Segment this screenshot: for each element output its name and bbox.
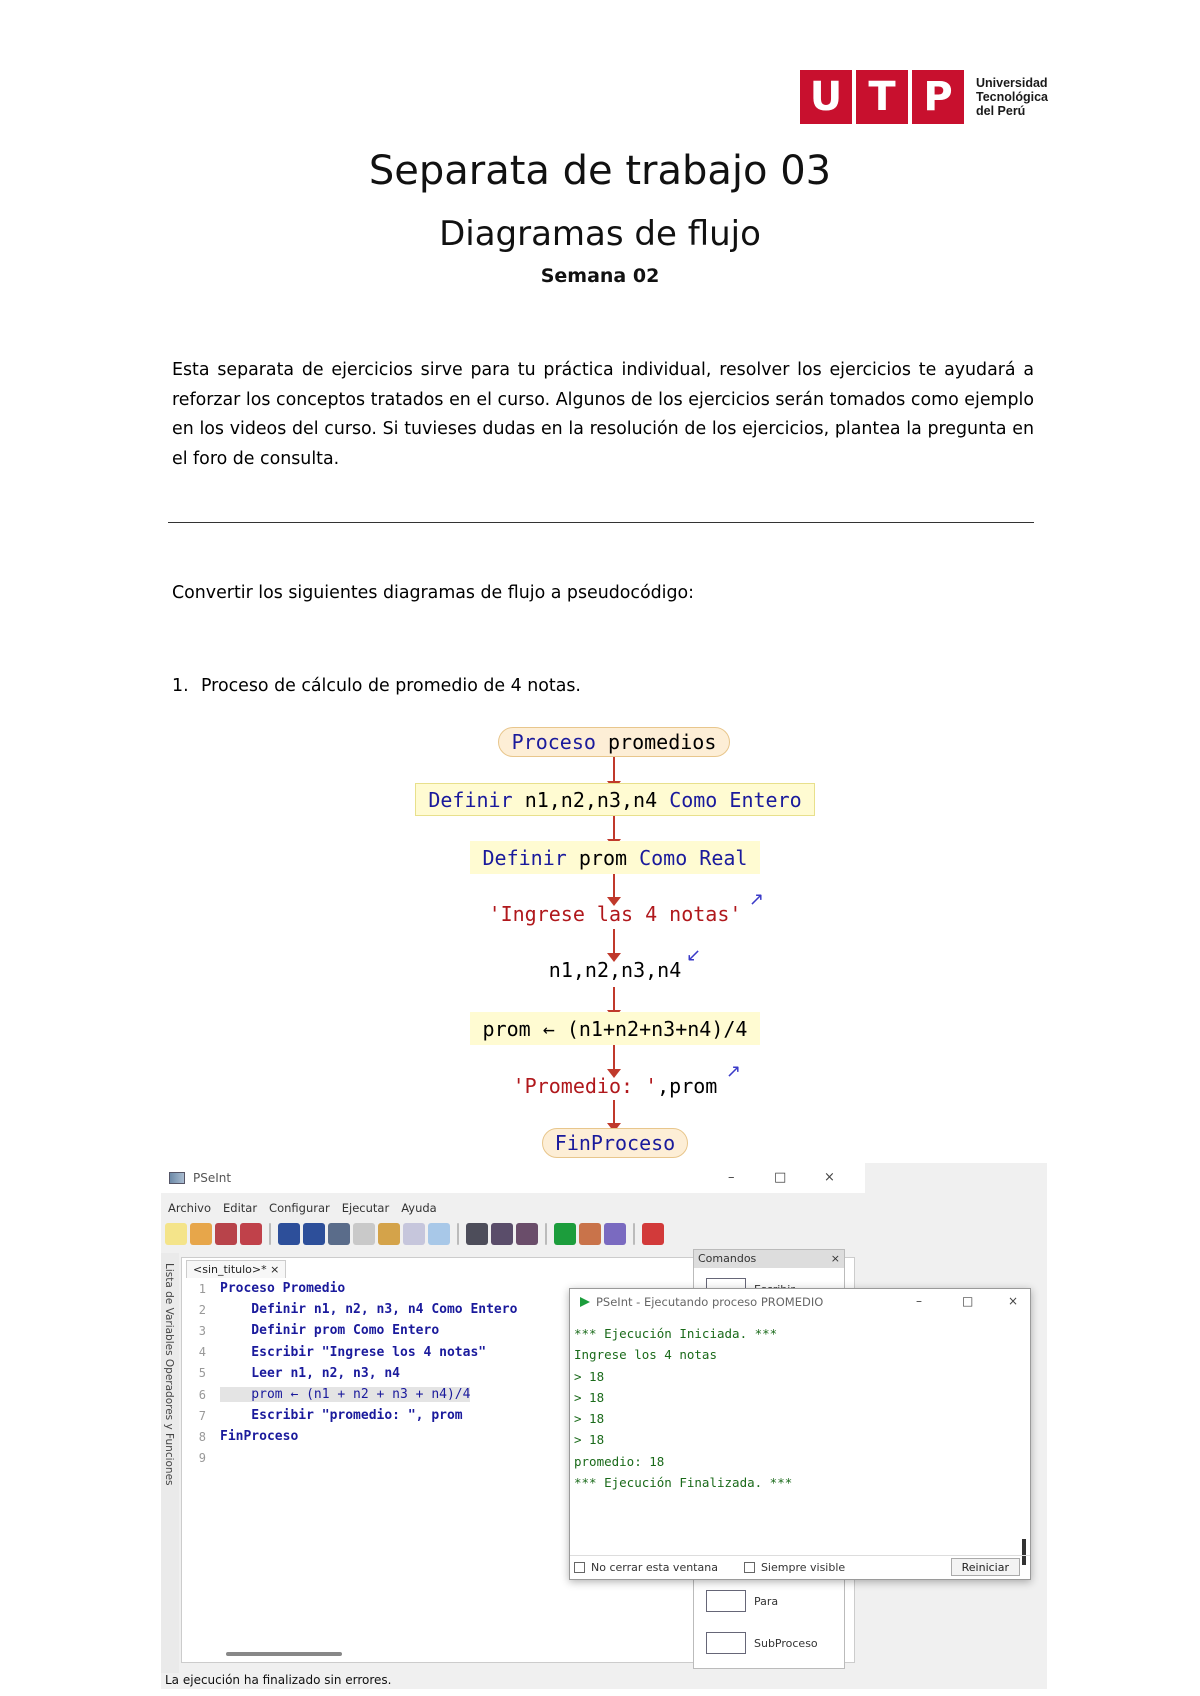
flow-write-result (496, 1071, 734, 1101)
output-line: > 18 (574, 1411, 605, 1427)
pseint-screenshot (161, 1163, 1047, 1689)
toolbar-separator (633, 1223, 635, 1245)
flow-connector (613, 874, 615, 898)
status-bar: La ejecución ha finalizado sin errores. (165, 1673, 392, 1687)
type-keyword: Real (699, 845, 748, 870)
run-window (569, 1288, 1031, 1580)
write-string: 'Promedio: ' (512, 1074, 658, 1098)
commands-panel-header (694, 1250, 844, 1268)
toolbar (165, 1221, 664, 1247)
line-text: Definir prom Como Entero (220, 1323, 440, 1339)
cut-icon[interactable] (328, 1223, 350, 1245)
output-line: > 18 (574, 1368, 605, 1384)
horizontal-scrollbar[interactable] (226, 1652, 342, 1656)
flow-connector (613, 1100, 615, 1125)
commands-panel-title: Comandos (698, 1252, 757, 1265)
run-window-title: PSeInt - Ejecutando proceso PROMEDIO (596, 1295, 824, 1309)
no-close-label: No cerrar esta ventana (591, 1561, 718, 1574)
logo-line-3: del Perú (976, 104, 1026, 118)
exercise-text: Proceso de cálculo de promedio de 4 notas. (201, 676, 581, 696)
toolbar-separator (457, 1223, 459, 1245)
find-icon[interactable] (466, 1223, 488, 1245)
save-icon[interactable] (215, 1223, 237, 1245)
logo-line-2: Tecnológica (976, 90, 1049, 104)
paste-icon[interactable] (378, 1223, 400, 1245)
side-labels[interactable]: Lista de Variables Operadores y Funciones (163, 1263, 175, 1486)
redo-icon[interactable] (303, 1223, 325, 1245)
output-arrow-icon: ↗ (749, 889, 765, 910)
command-para[interactable] (694, 1590, 846, 1612)
como-keyword: Como (669, 787, 718, 812)
flow-connector (613, 929, 615, 954)
define-keyword: Definir (428, 787, 513, 812)
menu-ayuda[interactable]: Ayuda (401, 1201, 437, 1215)
assign-expression: prom ← (n1+n2+n3+n4)/4 (482, 1016, 748, 1041)
page-subtitle: Diagramas de flujo (439, 214, 761, 254)
run-output (574, 1323, 792, 1493)
undo-icon[interactable] (278, 1223, 300, 1245)
logo-letter-t: T (856, 70, 908, 124)
line-text: Escribir "Ingrese los 4 notas" (220, 1344, 487, 1360)
line-text: FinProceso (220, 1429, 299, 1445)
line-text: Definir n1, n2, n3, n4 Como Entero (220, 1302, 518, 1318)
logo-text (976, 76, 1048, 118)
close-button[interactable]: × (824, 1170, 835, 1185)
subproceso-icon (706, 1632, 746, 1654)
line-text: Proceso Promedio (220, 1281, 346, 1297)
output-line: *** Ejecución Finalizada. *** (574, 1475, 793, 1491)
menu-bar (161, 1201, 437, 1217)
utp-logo (800, 70, 1048, 124)
save-as-icon[interactable] (240, 1223, 262, 1245)
line-number: 7 (198, 1408, 206, 1423)
type-keyword: Entero (729, 787, 802, 812)
flow-end (542, 1128, 688, 1158)
tab-label: <sin_titulo>* (193, 1263, 267, 1276)
window-title: PSeInt (193, 1171, 232, 1185)
copy-icon[interactable] (353, 1223, 375, 1245)
command-label: SubProceso (754, 1636, 818, 1650)
output-line: *** Ejecución Iniciada. *** (574, 1326, 778, 1341)
menu-editar[interactable]: Editar (223, 1201, 258, 1215)
read-vars: n1,n2,n3,n4 (548, 958, 682, 982)
minimize-button[interactable]: – (728, 1170, 735, 1185)
line-text: Leer n1, n2, n3, n4 (220, 1365, 401, 1381)
flow-connector (613, 987, 615, 1011)
para-icon (706, 1590, 746, 1612)
define-keyword: Definir (482, 845, 567, 870)
divider (168, 522, 1034, 523)
no-close-checkbox[interactable] (574, 1562, 585, 1573)
write-var: ,prom (657, 1074, 718, 1098)
indent-icon[interactable] (428, 1223, 450, 1245)
flow-write-prompt (472, 899, 758, 929)
command-subproceso[interactable] (694, 1632, 846, 1654)
input-arrow-icon: ↙ (686, 945, 702, 966)
logo-line-1: Universidad (976, 76, 1048, 90)
line-number: 6 (198, 1387, 206, 1402)
line-text: Escribir "promedio: ", prom (220, 1408, 463, 1424)
line-number: 8 (198, 1429, 206, 1444)
maximize-button[interactable]: □ (774, 1170, 787, 1185)
run-play-icon (580, 1297, 590, 1307)
output-line: Ingrese los 4 notas (574, 1347, 717, 1363)
line-number: 5 (198, 1366, 206, 1381)
run-maximize-button[interactable]: □ (962, 1294, 974, 1308)
flow-start-keyword: Proceso (511, 730, 596, 754)
help-icon[interactable] (642, 1223, 664, 1245)
logo-letter-u: U (800, 70, 852, 124)
intro-paragraph: Esta separata de ejercicios sirve para tu práctica individual, resolver los ejercicios te ayudará a reforzar los conceptos tratados en el curso. Algunos de los ejercicios serán tomados como ejemplo en los videos del curso. Si tuvieses dudas en la resolución de los ejercicios, plantea la pregunta en el foro de consulta. (172, 360, 1034, 469)
output-line: promedio: 18 (574, 1453, 665, 1469)
flowchart-icon[interactable] (604, 1223, 626, 1245)
pseint-app-icon (169, 1172, 185, 1184)
line-number: 4 (198, 1345, 206, 1360)
run-window-titlebar (570, 1289, 1030, 1315)
menu-ejecutar[interactable]: Ejecutar (341, 1201, 390, 1215)
step-icon[interactable] (579, 1223, 601, 1245)
command-label: Para (754, 1594, 779, 1608)
flowchart (0, 715, 1200, 1155)
new-file-icon[interactable] (165, 1223, 187, 1245)
always-visible-checkbox[interactable] (744, 1562, 755, 1573)
line-number: 9 (198, 1451, 206, 1466)
toolbar-separator (269, 1223, 271, 1245)
find-next-icon[interactable] (491, 1223, 513, 1245)
side-strip (161, 1253, 179, 1673)
commands-panel-close-icon[interactable]: × (830, 1252, 840, 1265)
logo-letter-p: P (912, 70, 964, 124)
como-keyword: Como (639, 845, 688, 870)
menu-configurar[interactable]: Configurar (269, 1201, 330, 1215)
output-line: > 18 (574, 1432, 605, 1448)
replace-icon[interactable] (516, 1223, 538, 1245)
open-file-icon[interactable] (190, 1223, 212, 1245)
line-number: 1 (198, 1281, 206, 1296)
flow-define-integers (415, 783, 815, 816)
flow-end-keyword: FinProceso (554, 1131, 676, 1155)
flow-connector (613, 1045, 615, 1070)
flow-connector (613, 816, 615, 840)
editor-tab[interactable] (186, 1260, 286, 1278)
instruction-text: Convertir los siguientes diagramas de flujo a pseudocódigo: (172, 583, 695, 603)
flow-read (536, 955, 694, 985)
define-vars: n1,n2,n3,n4 (524, 787, 658, 812)
flow-start (498, 727, 730, 757)
exercise-1 (172, 676, 581, 696)
line-text: prom ← (n1 + n2 + n3 + n4)/4 (220, 1387, 471, 1403)
exercise-number: 1. (172, 676, 189, 696)
week-label: Semana 02 (540, 265, 660, 287)
run-icon[interactable] (554, 1223, 576, 1245)
menu-archivo[interactable]: Archivo (168, 1201, 211, 1215)
window-titlebar (161, 1163, 865, 1193)
select-all-icon[interactable] (403, 1223, 425, 1245)
page-title: Separata de trabajo 03 (368, 148, 832, 194)
define-vars: prom (578, 845, 628, 870)
output-line: > 18 (574, 1389, 605, 1405)
run-close-button[interactable]: × (1008, 1294, 1019, 1308)
always-visible-label: Siempre visible (760, 1561, 846, 1574)
flow-define-real (470, 841, 760, 874)
flow-assign (470, 1012, 760, 1045)
line-number: 3 (198, 1323, 206, 1338)
write-string: 'Ingrese las 4 notas' (488, 902, 742, 926)
tab-close-icon[interactable]: × (270, 1263, 280, 1276)
line-number: 2 (198, 1302, 206, 1317)
toolbar-separator (545, 1223, 547, 1245)
restart-button[interactable]: Reiniciar (951, 1558, 1020, 1576)
flow-start-name: promedios (607, 730, 717, 754)
run-minimize-button[interactable]: – (916, 1294, 922, 1308)
flow-connector (613, 756, 615, 782)
output-arrow-icon: ↗ (726, 1061, 742, 1082)
